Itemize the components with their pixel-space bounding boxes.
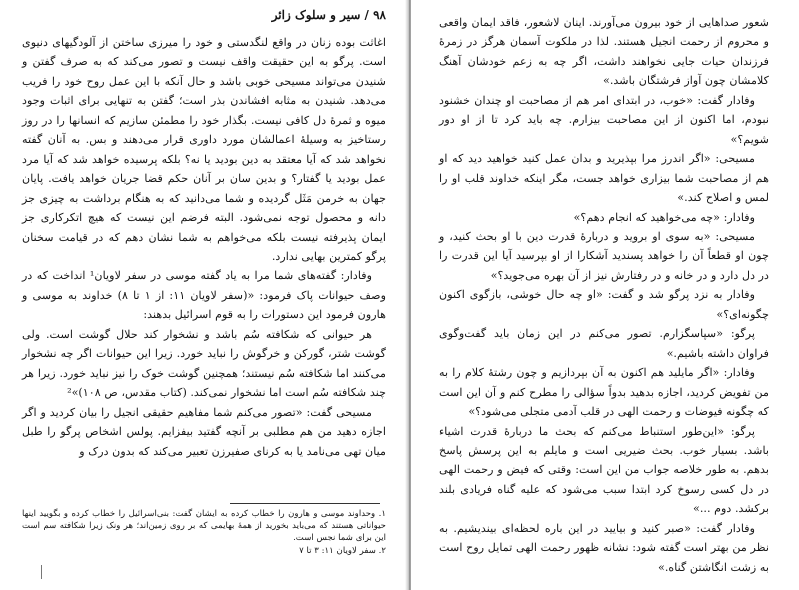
- paragraph: وفادار: گفته‌های شما مرا به یاد گفته موسی در سفر لاویان¹ انداخت که در وصف حیوانات پاک فرمود: «(سفر لاویان ۱۱: از ۱ تا ۸) خداوند به موسی و هارون فرمود این دستورات را به قوم اسرائیل بدهند:: [22, 269, 386, 322]
- paragraph: مسیحی گفت: «تصور می‌کنم شما مفاهیم حقیقی انجیل را بیان کردید و اگر اجازه دهید من هم مطلبی بر آنچه گفتید بیفزایم. پولس اشخاص پرگو را طبل میان تهی می‌نامد یا به کرنای صفیرزن تعبیر می‌کند که بدون درک و: [22, 405, 386, 458]
- paragraph: پرگو: «سپاسگزارم. تصور می‌کنم در این زمان باید گفت‌وگوی فراوان داشته باشیم.»: [439, 327, 769, 360]
- footnote: ۱. وحداوند موسی و هارون را خطاب کرده به ایشان گفت: بنی‌اسرائیل را خطاب کرده و بگویید اینها حیواناتی هستند که می‌باید بخورید از همهٔ بهایمی که بر روی زمین‌اند؛ هر ونک زیرا شکافته سم است این برای شما نجس است.: [22, 509, 386, 544]
- paragraph: مسیحی: «اگر اندرز مرا بپذیرید و بدان عمل کنید خواهید دید که او هم از مصاحبت شما بیزاری خواهد جست، مگر اینکه خداوند قلب او را لمس و اصلاح کند.»: [439, 152, 769, 205]
- left-body-text: [22, 33, 386, 461]
- paragraph: وفادار: «اگر مایلید هم اکنون به آن بپردازیم و چون رشتهٔ کلام را به من تفویض کردید، اجازه بدهید بدواً سؤالی را مطرح کنم و آن این است که چگونه فیوضات و رحمت الهی در قلب آدمی متجلی می‌شود؟»: [439, 366, 769, 419]
- right-body-text: [439, 13, 769, 577]
- footnotes: [22, 508, 386, 557]
- paragraph: مسیحی: «به سوی او بروید و دربارهٔ قدرت دین با او بحث کنید، و چون او قطعاً آن را خواهد پسندید آشکارا از او بپرسید آیا این قدرت را در دل دارد و در خانه و در رفتارش نیز از آن بهره می‌جوید؟»: [439, 229, 769, 282]
- paragraph: وفادار گفت: «صبر کنید و بیایید در این باره لحظه‌ای بیندیشیم. به نظر من بهتر است گفته شود: نشانه ظهور رحمت الهی تمایل روح است به زشت انگاشتن گناه.»: [439, 521, 769, 574]
- right-page: [411, 0, 799, 590]
- paragraph: وفادار گفت: «خوب، در ابتدای امر هم از مصاحبت او چندان خشنود نبودم، اما اکنون از این مصاحبت بیزارم. چه باید کرد تا از او دور شویم؟»: [439, 93, 769, 146]
- paragraph: وفادار به نزد پرگو شد و گفت: «او چه حال خوشی، بازگوی اکنون چگونه‌ای؟»: [439, 288, 769, 321]
- footnote-divider: [230, 503, 380, 504]
- paragraph: هر حیوانی که شکافته سُم باشد و نشخوار کند حلال گوشت است. ولی گوشت شتر، گورکن و خرگوش را نباید خورد. زیرا این حیوانات اگر چه نشخوار می‌کنند اما شکافته سُم نیستند؛ همچنین گوشت خوک را نیز نباید خورد. زیرا هر چند شکافته سُم است اما نشخوار نمی‌کند. (کتاب مقدس، ص ۱۰۸)»²: [22, 327, 386, 400]
- page-edge-mark: [41, 565, 42, 579]
- paragraph: وفادار: «چه می‌خواهید که انجام دهم؟»: [573, 210, 755, 224]
- paragraph: پرگو: «این‌طور استنباط می‌کنم که بحث ما دربارهٔ قدرت اشیاء باشد. بسیار خوب. بحث ضیریی است و مایلم به این پرسش پاسخ بدهم. به طور خلاصه جواب من این است: وقتی که فیض و رحمت الهی در دل کسی رسوخ کرد ابتدا سبب می‌شود که علیه گناه فریادی بلند برکشد. دوم ...»: [439, 424, 769, 516]
- paragraph: اغاثت بوده زنان در واقع لنگدستی و خود را میرزی ساختن از آلودگیهای دنیوی است. پرگو به این حقیقت واقف نیست و تصور می‌کند که به صرف گفتن و شنیدن می‌تواند مسیحی خوبی باشد و حال آنکه با این عمل روح خود را فریب می‌دهد. شنیدن به مثابه افشاندن بذر است؛ گفتن به تنهایی برای اثبات وجود میوه و ثمرهٔ دل کافی نیست. بگذار خود را مطمئن سازیم که انسانها را در روز رستاخیز به وسیلهٔ اعمالشان مورد داوری قرار می‌دهند و بس. به آنان گفته نخواهد شد که آیا معتقد به دین بودید یا نه؟ بلکه پرسیده خواهد شد که آیا مرد عمل بودید یا گفتار؟ و بدین سان بر آنان حکم قضا جریان خواهد یافت. پایان جهان به خرمن مَثَل گردیده و شما می‌دانید که به هنگام برداشت به چیزی جز دانه و محصول توجه نمی‌شود. البته فرضم این نیست که هیچ اتکرکاری جز ایمان پذیرفته نیست بلکه می‌خواهم به شما نشان دهم که در قیامت سخنان پرگو کمترین بهایی ندارد.: [22, 36, 386, 263]
- footnote: ۲. سفر لاویان ۱۱: ۳ تا ۷: [299, 545, 386, 556]
- paragraph: شعور صداهایی از خود بیرون می‌آورند. اینان لاشعور، فاقد ایمان واقعی و محروم از رحمت انجیل هستند. لذا در ملکوت آسمان هرگز در زمرهٔ فرزندان حیات جایی نخواهند داشت، اگر چه به زعم خودشان آهنگ کلامشان چون آواز فرشتگان باشد.»: [439, 16, 769, 88]
- page-header: ۹۸ / سیر و سلوک زائر: [271, 8, 386, 22]
